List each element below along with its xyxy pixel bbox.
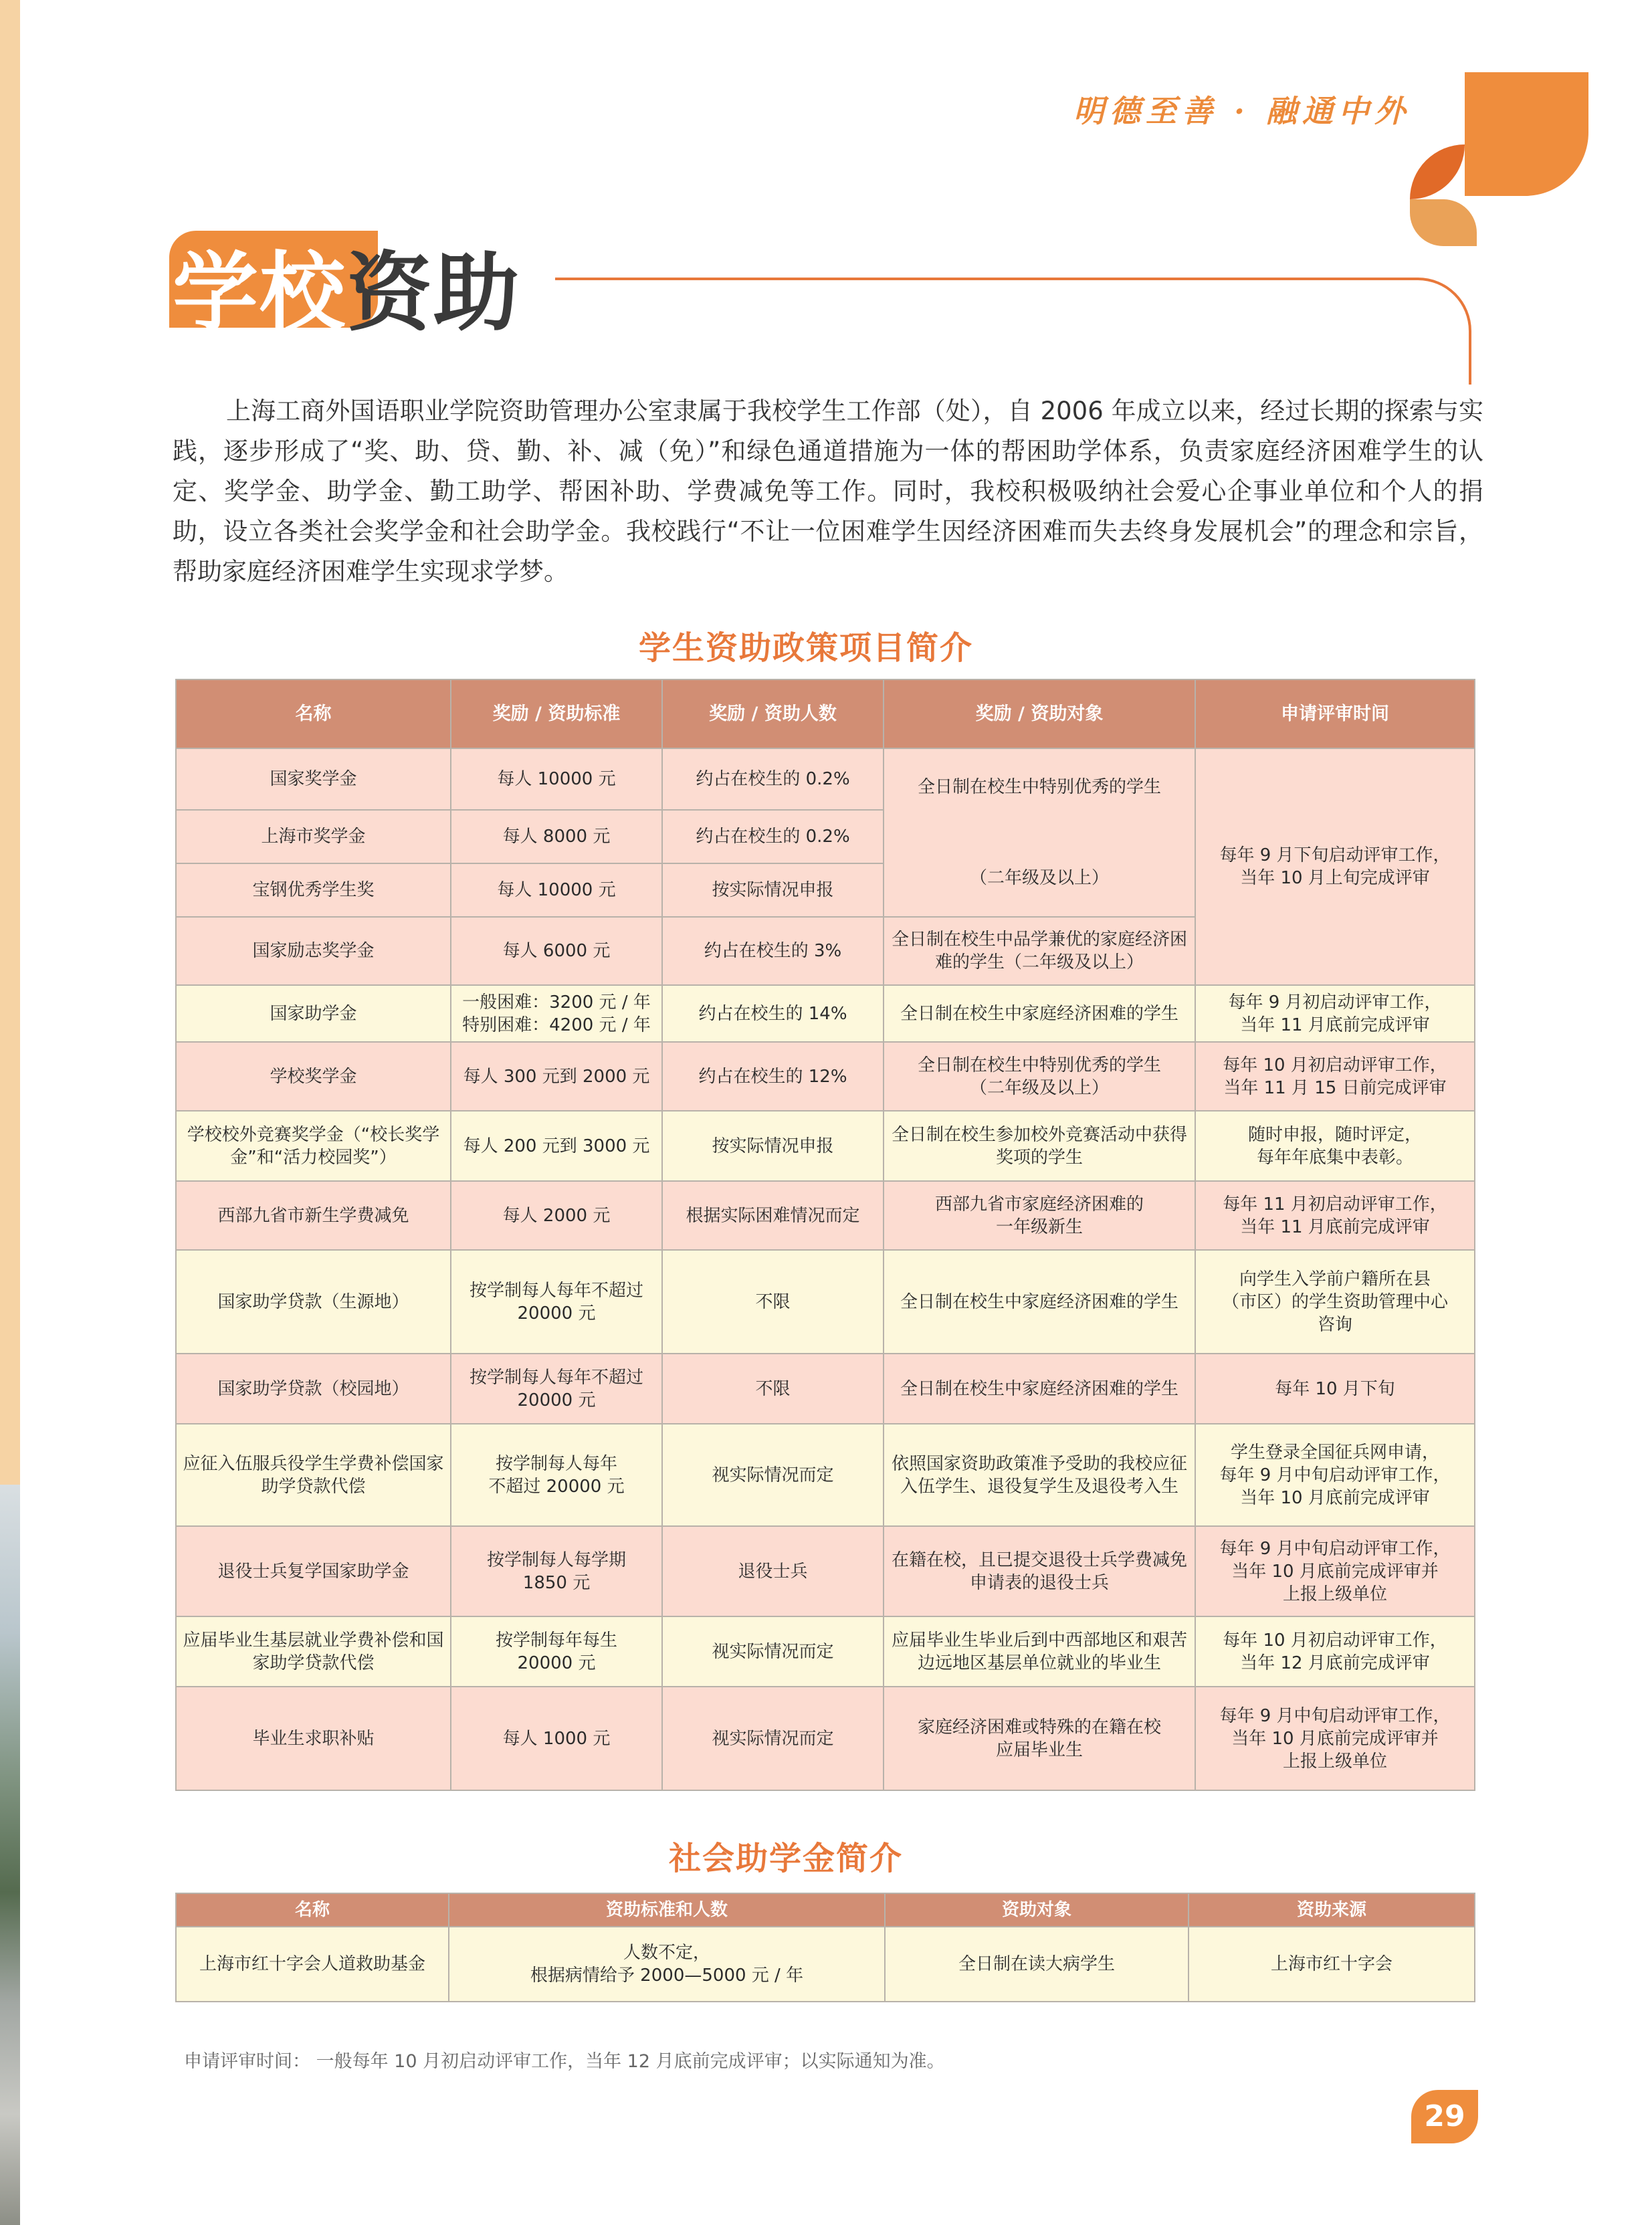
table-row <box>176 1927 1475 2002</box>
row-count: 不限 <box>662 1250 884 1354</box>
row-count: 按实际情况申报 <box>662 1111 884 1181</box>
row-name: 应届毕业生基层就业学费补偿和国家助学贷款代偿 <box>176 1616 451 1687</box>
row-standard: 每人 8000 元 <box>451 810 662 863</box>
policy-header-row <box>176 679 1475 748</box>
row-time: 每年 9 月中旬启动评审工作， 当年 10 月底前完成评审并 上报上级单位 <box>1195 1526 1475 1616</box>
row-target: 应届毕业生毕业后到中西部地区和艰苦边远地区基层单位就业的毕业生 <box>884 1616 1195 1687</box>
row-time: 随时申报，随时评定， 每年年底集中表彰。 <box>1195 1111 1475 1181</box>
header-cell: 名称 <box>176 679 451 748</box>
decor-leaf-small <box>1410 199 1477 246</box>
left-photo-strip <box>0 1485 20 2225</box>
header-cell: 申请评审时间 <box>1195 679 1475 748</box>
table-row <box>176 1526 1475 1616</box>
table-row <box>176 1424 1475 1526</box>
row-count: 视实际情况而定 <box>662 1424 884 1526</box>
row-name: 上海市红十字会人道救助基金 <box>176 1927 449 2002</box>
row-time: 每年 9 月下旬启动评审工作， 当年 10 月上旬完成评审 <box>1195 748 1475 985</box>
row-standard: 每人 200 元到 3000 元 <box>451 1111 662 1181</box>
left-color-strip <box>0 0 20 1485</box>
table-row <box>176 748 1475 810</box>
row-target: 全日制在校生中特别优秀的学生 （二年级及以上） <box>884 1042 1195 1111</box>
row-name: 退役士兵复学国家助学金 <box>176 1526 451 1616</box>
table-row <box>176 1687 1475 1790</box>
social-section-title: 社会助学金简介 <box>669 1840 904 1877</box>
row-name: 国家励志奖学金 <box>176 917 451 985</box>
row-target: 西部九省市家庭经济困难的 一年级新生 <box>884 1181 1195 1250</box>
header-cell: 名称 <box>176 1893 449 1927</box>
row-standard: 一般困难：3200 元 / 年 特别困难：4200 元 / 年 <box>451 985 662 1042</box>
row-target: 全日制在校生中家庭经济困难的学生 <box>884 1250 1195 1354</box>
row-standard: 按学制每人每年 不超过 20000 元 <box>451 1424 662 1526</box>
row-name: 上海市奖学金 <box>176 810 451 863</box>
row-count: 视实际情况而定 <box>662 1616 884 1687</box>
row-name: 国家助学贷款（生源地） <box>176 1250 451 1354</box>
row-time: 每年 9 月初启动评审工作， 当年 11 月底前完成评审 <box>1195 985 1475 1042</box>
motto-text: 明德至善 · 融通中外 <box>1073 93 1411 129</box>
row-name: 学校奖学金 <box>176 1042 451 1111</box>
row-standard: 按学制每人每年不超过 20000 元 <box>451 1354 662 1424</box>
table-row <box>176 1111 1475 1181</box>
row-count: 约占在校生的 12% <box>662 1042 884 1111</box>
decor-leaf-medium <box>1410 144 1465 199</box>
row-target: 在籍在校，且已提交退役士兵学费减免申请表的退役士兵 <box>884 1526 1195 1616</box>
page-number: 29 <box>1411 2090 1478 2143</box>
footnote: 申请评审时间： 一般每年 10 月初启动评审工作，当年 12 月底前完成评审；以实际通知为准。 <box>184 2051 945 2072</box>
row-target: 全日制在校生中特别优秀的学生 （二年级及以上） <box>884 748 1195 917</box>
row-standard: 人数不定， 根据病情给予 2000—5000 元 / 年 <box>449 1927 885 2002</box>
title-part-2: 资助 <box>346 243 521 343</box>
social-table <box>175 1893 1475 2002</box>
row-name: 国家奖学金 <box>176 748 451 810</box>
header-cell: 资助标准和人数 <box>449 1893 885 1927</box>
header-cell: 资助对象 <box>885 1893 1189 1927</box>
row-count: 约占在校生的 0.2% <box>662 748 884 810</box>
row-target: 依照国家资助政策准予受助的我校应征入伍学生、退役复学生及退役考入生 <box>884 1424 1195 1526</box>
header-cell: 奖励 / 资助人数 <box>662 679 884 748</box>
row-time: 向学生入学前户籍所在县 （市区）的学生资助管理中心 咨询 <box>1195 1250 1475 1354</box>
row-count: 不限 <box>662 1354 884 1424</box>
header-cell: 资助来源 <box>1189 1893 1475 1927</box>
table-row <box>176 985 1475 1042</box>
row-count: 退役士兵 <box>662 1526 884 1616</box>
row-target: 全日制在读大病学生 <box>885 1927 1189 2002</box>
row-standard: 每人 1000 元 <box>451 1687 662 1790</box>
row-count: 约占在校生的 0.2% <box>662 810 884 863</box>
row-count: 按实际情况申报 <box>662 863 884 917</box>
row-name: 国家助学贷款（校园地） <box>176 1354 451 1424</box>
row-standard: 按学制每年每生 20000 元 <box>451 1616 662 1687</box>
row-target: 全日制在校生参加校外竞赛活动中获得奖项的学生 <box>884 1111 1195 1181</box>
row-standard: 每人 10000 元 <box>451 748 662 810</box>
table-row <box>176 1042 1475 1111</box>
row-standard: 按学制每人每学期 1850 元 <box>451 1526 662 1616</box>
row-target: 全日制在校生中品学兼优的家庭经济困难的学生（二年级及以上） <box>884 917 1195 985</box>
row-time: 每年 10 月下旬 <box>1195 1354 1475 1424</box>
page-title <box>173 224 520 347</box>
title-underline <box>555 278 1471 385</box>
table-row <box>176 1250 1475 1354</box>
row-time: 学生登录全国征兵网申请， 每年 9 月中旬启动评审工作， 当年 10 月底前完成评审 <box>1195 1424 1475 1526</box>
row-name: 学校校外竞赛奖学金（“校长奖学金”和“活力校园奖”） <box>176 1111 451 1181</box>
row-target: 家庭经济困难或特殊的在籍在校 应届毕业生 <box>884 1687 1195 1790</box>
decor-leaf-large <box>1465 72 1588 196</box>
policy-table <box>175 679 1475 1791</box>
row-count: 约占在校生的 3% <box>662 917 884 985</box>
row-name: 西部九省市新生学费减免 <box>176 1181 451 1250</box>
row-name: 毕业生求职补贴 <box>176 1687 451 1790</box>
row-name: 国家助学金 <box>176 985 451 1042</box>
header-cell: 奖励 / 资助对象 <box>884 679 1195 748</box>
row-count: 根据实际困难情况而定 <box>662 1181 884 1250</box>
row-source: 上海市红十字会 <box>1189 1927 1475 2002</box>
table-row <box>176 1181 1475 1250</box>
table-row <box>176 1354 1475 1424</box>
row-time: 每年 10 月初启动评审工作， 当年 12 月底前完成评审 <box>1195 1616 1475 1687</box>
row-standard: 按学制每人每年不超过 20000 元 <box>451 1250 662 1354</box>
row-standard: 每人 2000 元 <box>451 1181 662 1250</box>
row-standard: 每人 300 元到 2000 元 <box>451 1042 662 1111</box>
row-count: 视实际情况而定 <box>662 1687 884 1790</box>
social-header-row <box>176 1893 1475 1927</box>
row-standard: 每人 10000 元 <box>451 863 662 917</box>
row-time: 每年 11 月初启动评审工作， 当年 11 月底前完成评审 <box>1195 1181 1475 1250</box>
row-time: 每年 9 月中旬启动评审工作， 当年 10 月底前完成评审并 上报上级单位 <box>1195 1687 1475 1790</box>
row-name: 应征入伍服兵役学生学费补偿国家助学贷款代偿 <box>176 1424 451 1526</box>
row-standard: 每人 6000 元 <box>451 917 662 985</box>
row-name: 宝钢优秀学生奖 <box>176 863 451 917</box>
row-count: 约占在校生的 14% <box>662 985 884 1042</box>
title-part-1: 学校 <box>173 243 347 343</box>
row-time: 每年 10 月初启动评审工作， 当年 11 月 15 日前完成评审 <box>1195 1042 1475 1111</box>
header-cell: 奖励 / 资助标准 <box>451 679 662 748</box>
row-target: 全日制在校生中家庭经济困难的学生 <box>884 985 1195 1042</box>
intro-paragraph: 上海工商外国语职业学院资助管理办公室隶属于我校学生工作部（处），自 2006 年成立以来，经过长期的探索与实践，逐步形成了“奖、助、贷、勤、补、减（免）”和绿色通道措施为一体的帮困助学体系，负责家庭经济困难学生的认定、奖学金、助学金、勤工助学、帮困补助、学费减免等工作。同时，我校积极吸纳社会爱心企事业单位和个人的捐助，设立各类社会奖学金和社会助学金。我校践行“不让一位困难学生因经济困难而失去终身发展机会”的理念和宗旨，帮助家庭经济困难学生实现求学梦。 <box>173 397 1483 586</box>
policy-section-title: 学生资助政策项目简介 <box>639 629 974 667</box>
table-row <box>176 1616 1475 1687</box>
row-target: 全日制在校生中家庭经济困难的学生 <box>884 1354 1195 1424</box>
